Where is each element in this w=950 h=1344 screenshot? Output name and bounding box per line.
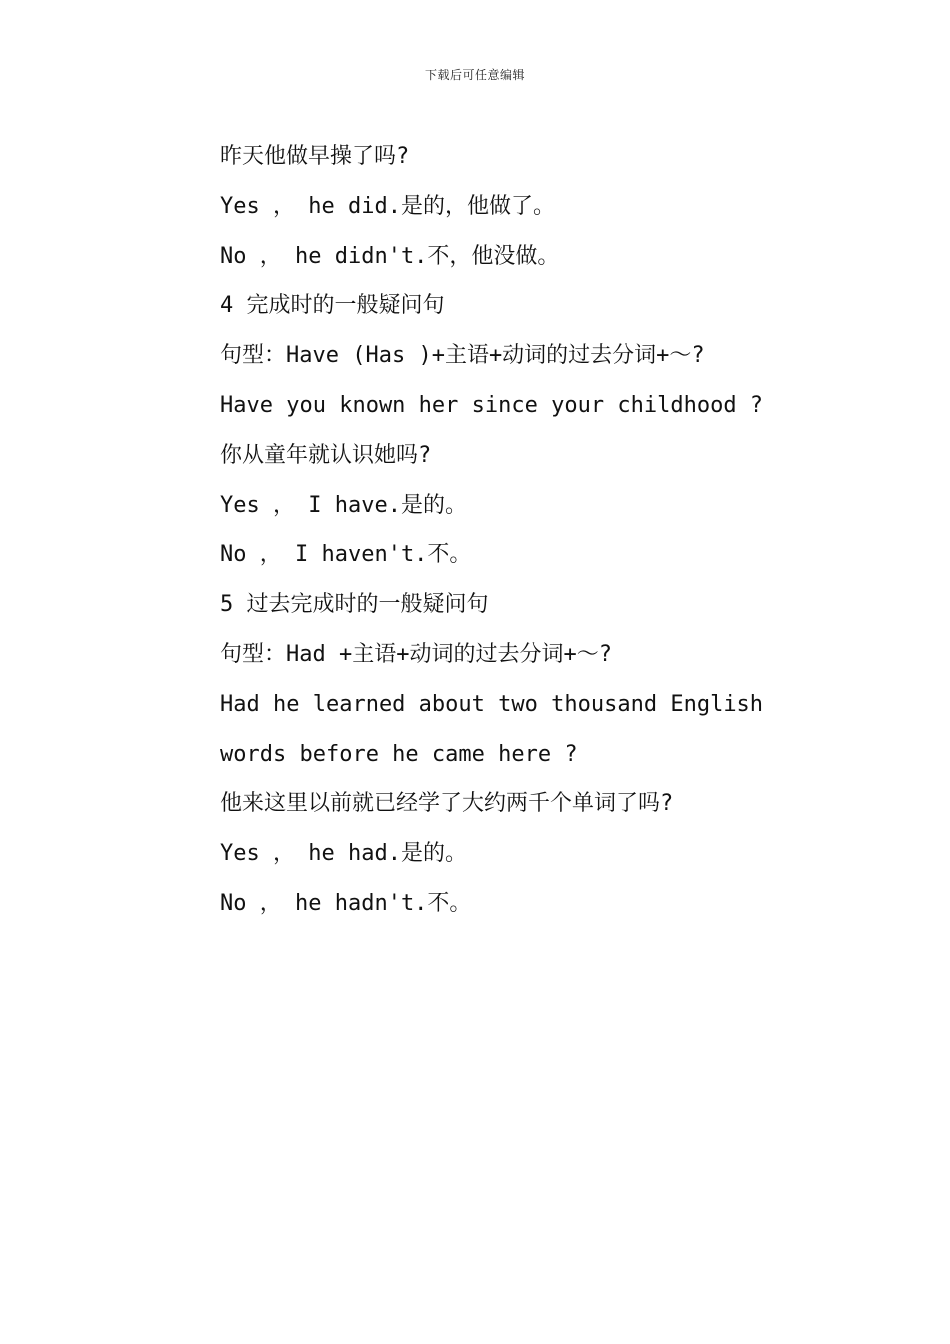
text-line: No ， he didn't.不，他没做。 [220,243,560,269]
text-line: 他来这里以前就已经学了大约两千个单词了吗? [220,791,674,817]
text-line: Yes ， he did.是的，他做了。 [220,193,555,219]
sentence-pattern: 句型：Had +主语+动词的过去分词+～? [220,641,612,667]
text-line: 你从童年就认识她吗? [220,442,432,468]
text-line: Yes ， he had.是的。 [220,841,467,867]
text-line: No ， I haven't.不。 [220,542,472,568]
text-line: Yes ， I have.是的。 [220,492,467,518]
text-line: No ， he hadn't.不。 [220,890,472,916]
text-line: words before he came here ? [220,741,578,767]
document-body [220,132,764,929]
text-line: Have you known her since your childhood ? [220,392,764,418]
sentence-pattern: 句型：Have (Has )+主语+动词的过去分词+～? [220,343,705,369]
text-line: Had he learned about two thousand English [220,691,764,717]
text-line: 昨天他做早操了吗? [220,144,410,169]
section-heading: 4 完成时的一般疑问句 [220,293,445,319]
section-heading: 5 过去完成时的一般疑问句 [220,592,489,618]
page-header-note: 下载后可任意编辑 [424,68,525,82]
